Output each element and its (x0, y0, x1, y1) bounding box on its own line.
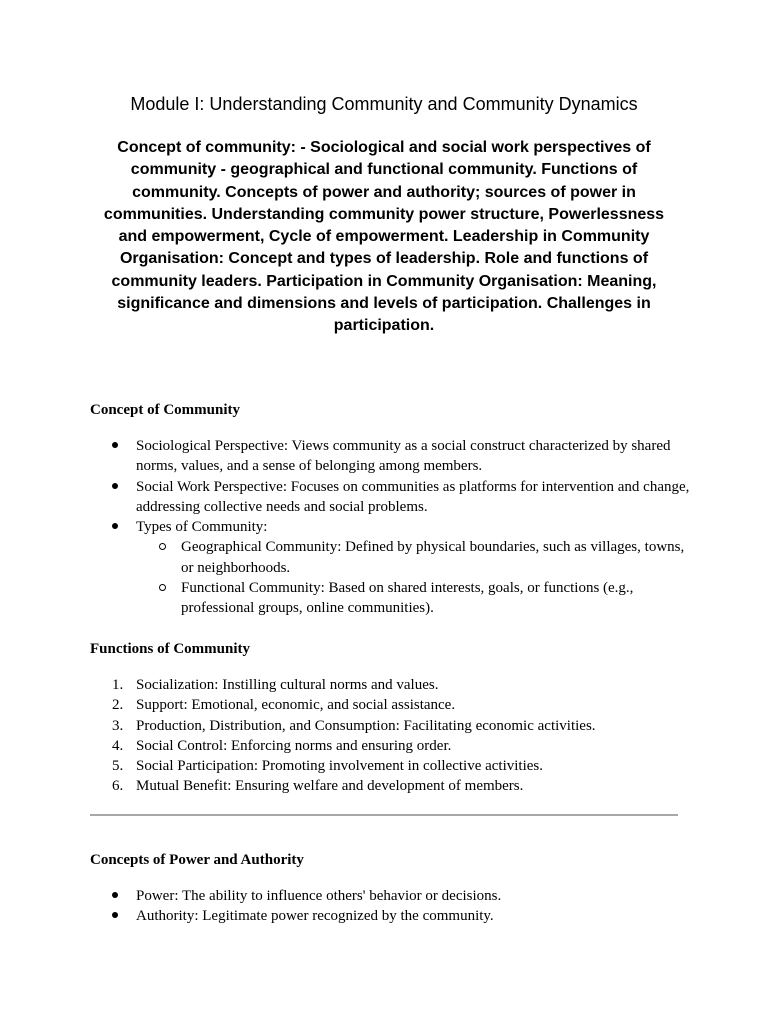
list-number: 2. (112, 697, 124, 714)
bullet-icon (112, 436, 126, 456)
list-item (90, 675, 690, 695)
list-item-text: Social Participation: Promoting involvement in collective activities. (136, 758, 543, 775)
list-item (90, 517, 690, 537)
list-item-text: Social Control: Enforcing norms and ensuring order. (136, 737, 452, 754)
list-item (90, 716, 690, 736)
sub-list-item-text: Functional Community: Based on shared interests, goals, or functions (e.g., professional groups, online communities). (181, 580, 634, 617)
sub-list-item (90, 537, 690, 578)
sub-list-container (90, 537, 690, 618)
list-number: 3. (112, 717, 124, 734)
list-item (90, 477, 690, 518)
horizontal-divider (90, 814, 678, 816)
list-number: 6. (112, 778, 124, 795)
power-list (90, 886, 690, 927)
list-item (90, 756, 690, 776)
list-item-text: Sociological Perspective: Views community as a social construct characterized by shared norms, values, and a sense of belonging among members. (136, 438, 671, 475)
list-item (90, 736, 690, 756)
bullet-icon (112, 477, 126, 497)
section-heading-concept: Concept of Community (90, 402, 240, 418)
bullet-icon (112, 517, 126, 537)
list-item-text: Types of Community: (136, 519, 268, 536)
list-item-text: Social Work Perspective: Focuses on communities as platforms for intervention and change, addressing collective needs and social problems. (136, 478, 690, 515)
list-item-text: Production, Distribution, and Consumption: Facilitating economic activities. (136, 717, 596, 734)
list-item (90, 906, 690, 926)
list-item-text: Socialization: Instilling cultural norms and values. (136, 677, 439, 693)
list-number: 1. (112, 677, 124, 693)
module-title: Module I: Understanding Community and Community Dynamics (130, 94, 638, 114)
module-intro: Concept of community: - Sociological and social work perspectives of community - geographical and functional community. Functions of community. Concepts of power and authority; sources of power in communities. Understanding community power structure, Powerlessness and empowerment, Cycle of empowerment. Leadership in Community Organisation: Concept and types of leadership. Role and functions of community leaders. Participation in Community Organisation: Meaning, significance and dimensions and levels of participation. Challenges in participation. (103, 139, 665, 335)
list-item-text: Support: Emotional, economic, and social assistance. (136, 697, 456, 714)
list-number: 5. (112, 758, 124, 775)
section-heading-functions: Functions of Community (90, 641, 251, 657)
circle-bullet-icon (159, 537, 173, 557)
list-item (90, 436, 690, 477)
bullet-icon (112, 886, 126, 906)
sub-list-item (90, 578, 690, 619)
sub-list-item-text: Geographical Community: Defined by physical boundaries, such as villages, towns, or neighborhoods. (181, 539, 685, 576)
list-item (90, 695, 690, 715)
circle-bullet-icon (159, 578, 173, 598)
sub-list (90, 537, 690, 618)
list-item-text: Power: The ability to influence others' behavior or decisions. (136, 888, 502, 904)
concept-list (90, 436, 690, 619)
list-item (90, 886, 690, 906)
functions-list (90, 675, 690, 797)
list-item-text: Mutual Benefit: Ensuring welfare and development of members. (136, 778, 524, 795)
list-item (90, 776, 690, 796)
bullet-icon (112, 906, 126, 926)
list-item-text: Authority: Legitimate power recognized by the community. (136, 908, 494, 925)
list-number: 4. (112, 737, 124, 754)
section-heading-power: Concepts of Power and Authority (90, 852, 304, 868)
